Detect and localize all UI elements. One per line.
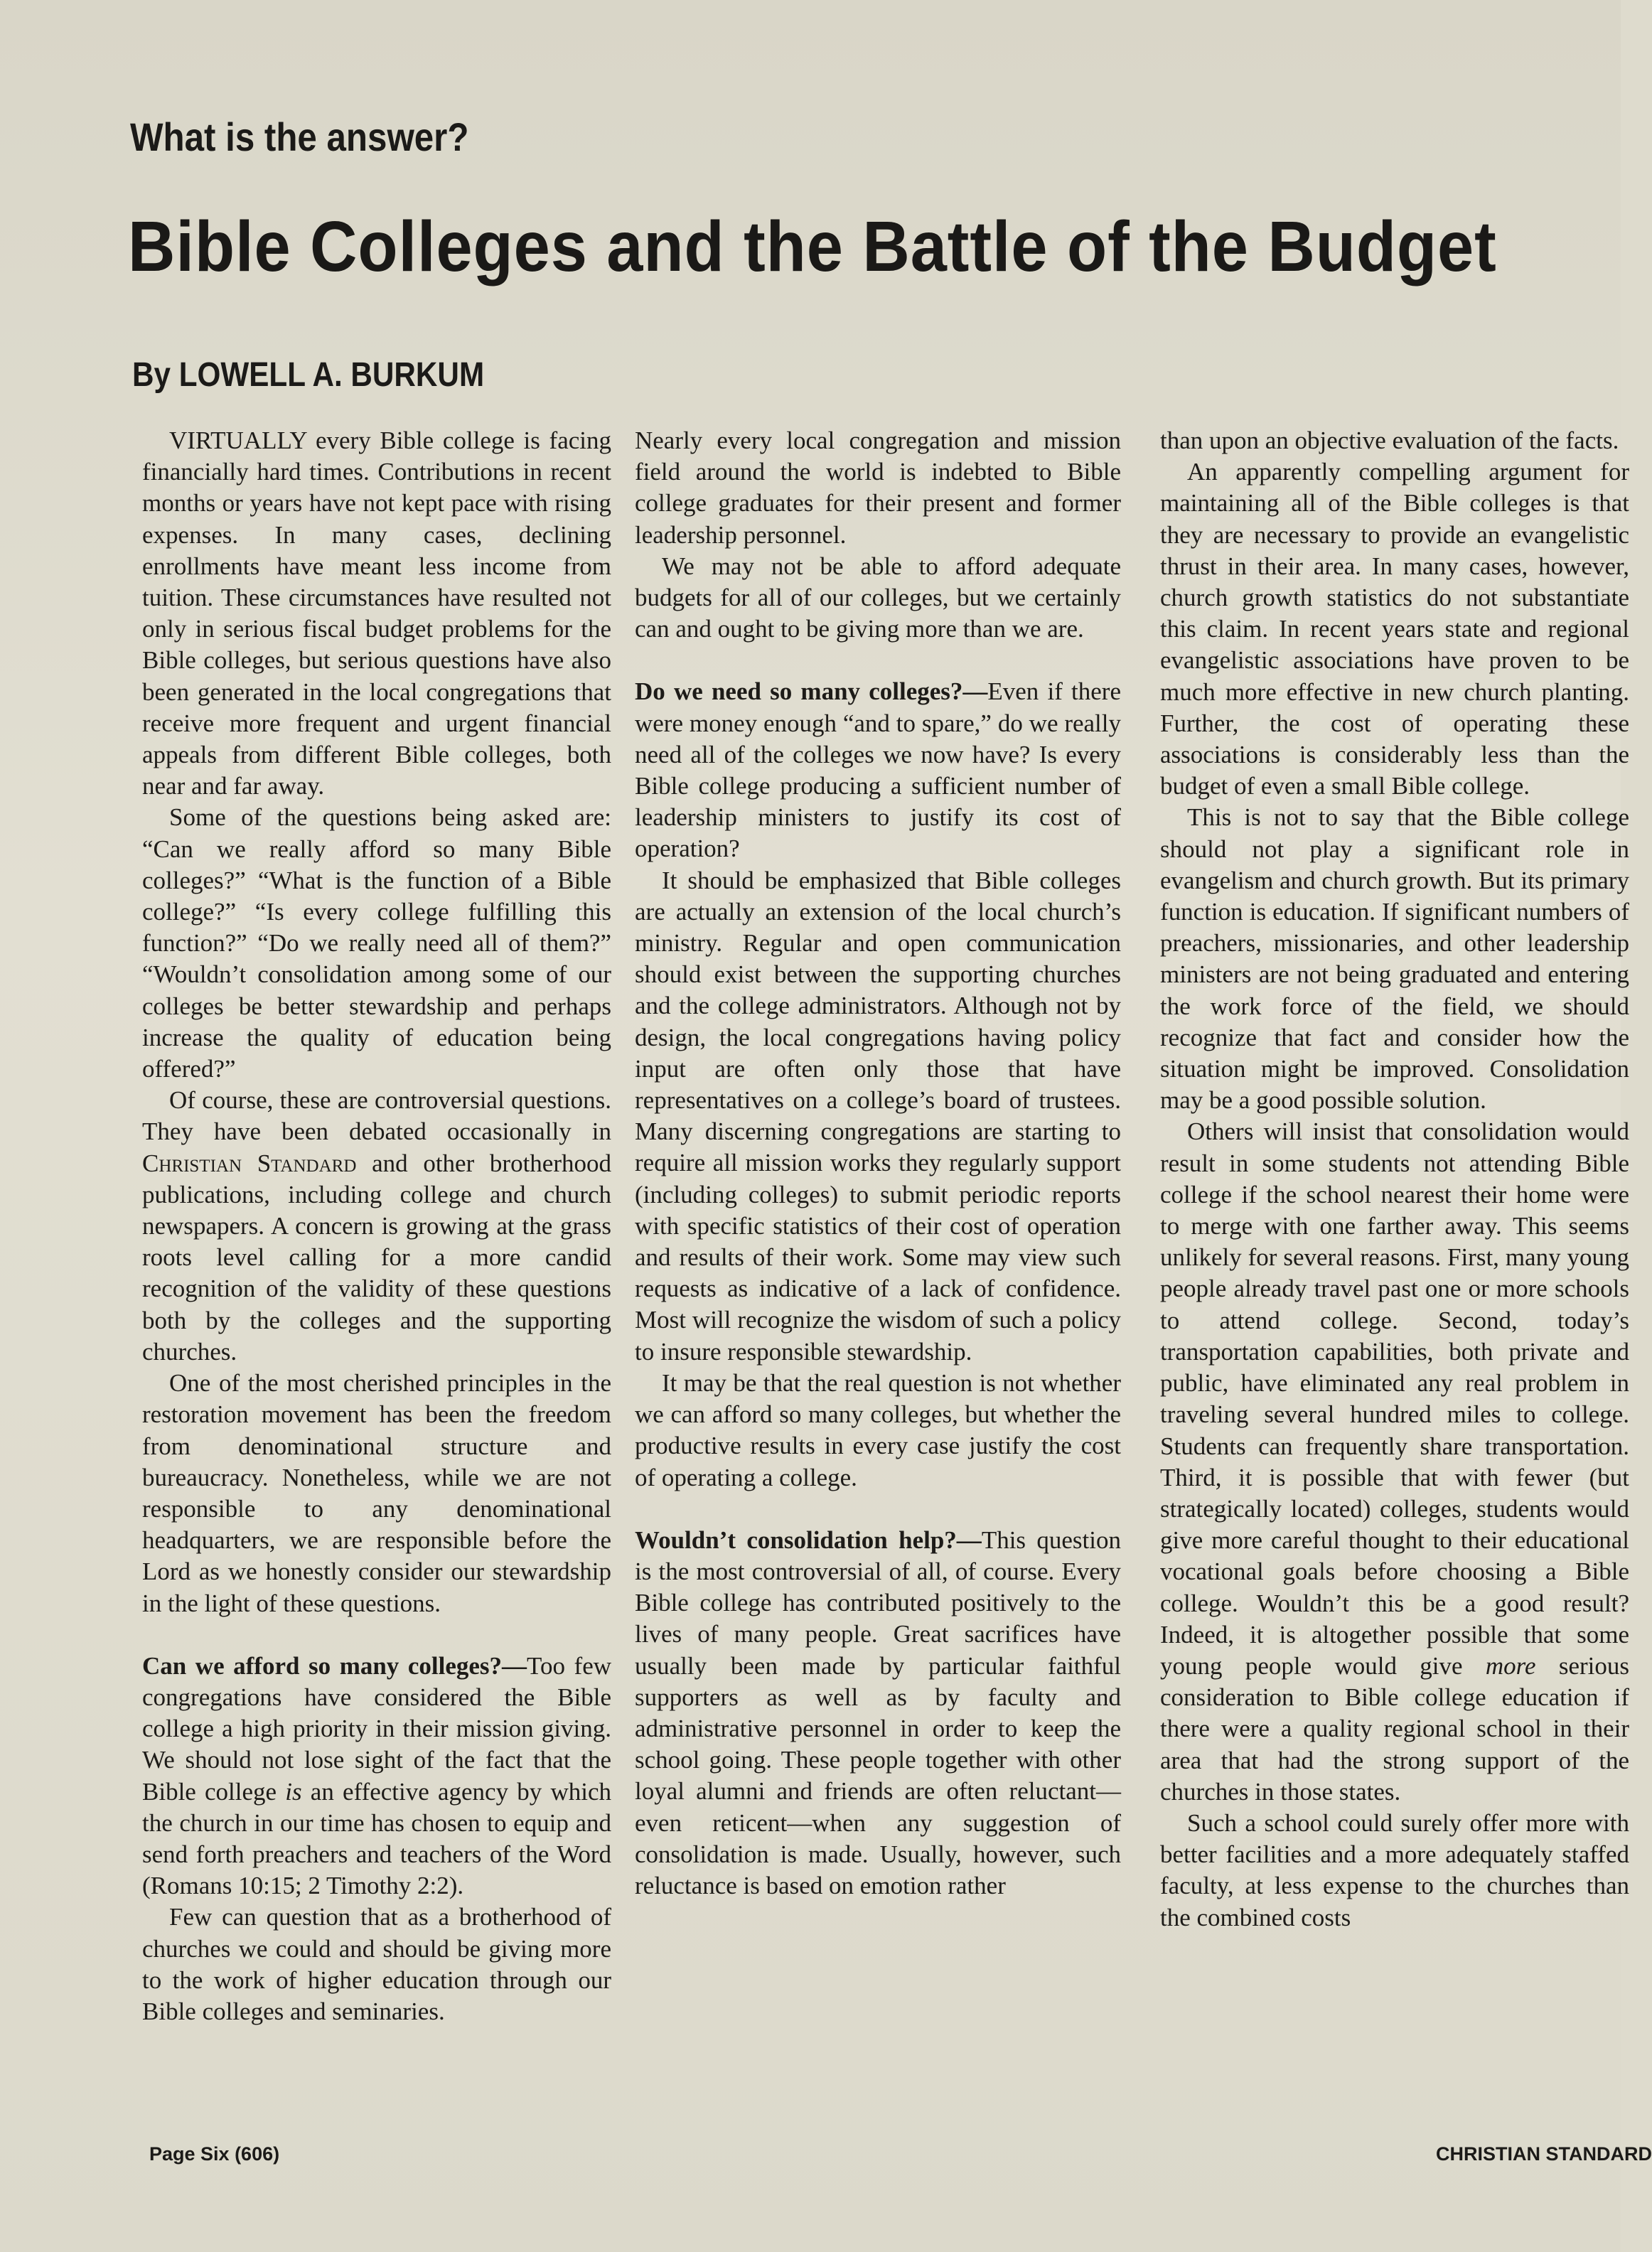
article-byline: By LOWELL A. BURKUM [132, 356, 485, 394]
article-title: Bible Colleges and the Battle of the Budget [128, 207, 1497, 286]
paragraph: Some of the questions being asked are: “Can we really afford so many Bible colleges?” “What is the function of a Bible college?” “Is every college fulfilling this function?” “Do we really need all of them?” “Wouldn’t consolidation among some of our colleges be better stewardship and perhaps increase the quality of education being offered?” [142, 803, 611, 1083]
publication-footer: CHRISTIAN STANDARD [1436, 2143, 1652, 2165]
paragraph: This is not to say that the Bible college should not play a significant role in evangelism and church growth. But its primary function is education. If significant numbers of preachers, missionaries, and other leadership ministers are not being graduated and entering the work force of the field, we should recognize that fact and consider how the situation might be improved. Consolidation may be a good possible solution. [1160, 803, 1629, 1115]
paragraph: It may be that the real question is not whether we can afford so many colleges, but whether the productive results in every case justify the cost of operating a college. [635, 1368, 1121, 1491]
paragraph: It should be emphasized that Bible colleges are actually an extension of the local church’s ministry. Regular and open communication should exist between the supporting churches and the college administrators. Although not by design, the local congregations having policy input are often only those that have representatives on a college’s board of trustees. Many discerning congregations are starting to require all mission works they regularly support (including colleges) to submit periodic reports with specific statistics of their cost of operation and results of their work. Some may view such requests as indicative of a lack of confidence. Most will recognize the wisdom of such a policy to insure responsible stewardship. [635, 866, 1121, 1366]
text-column-3 [1160, 425, 1629, 1934]
paragraph: VIRTUALLY every Bible college is facing financially hard times. Contributions in recent months or years have not kept pace with rising expenses. In many cases, declining enrollments have meant less income from tuition. These circumstances have resulted not only in serious fiscal budget problems for the Bible colleges, but serious questions have also been generated in the local congregations that receive more frequent and urgent financial appeals from different Bible colleges, both near and far away. [142, 427, 611, 800]
paragraph: Of course, these are controversial questions. They have been debated occasionally in Christian Standard and other brotherhood publications, including college and church newspapers. A concern is growing at the grass roots level calling for a more candid recognition of the validity of these questions both by the colleges and the supporting churches. [142, 1086, 611, 1366]
page-number: Page Six (606) [149, 2143, 280, 2165]
text-column-1 [142, 425, 611, 2027]
paragraph: than upon an objective evaluation of the facts. [1160, 427, 1619, 454]
paragraph: We may not be able to afford adequate budgets for all of our colleges, but we certainly can and ought to be giving more than we are. [635, 552, 1121, 643]
publication-name: Christian Standard [142, 1149, 357, 1177]
paragraph: Can we afford so many colleges?—Too few congregations have considered the Bible college a high priority in their mission giving. We should not lose sight of the fact that the Bible college is an effective agency by which the church in our time has chosen to equip and send forth preachers and teachers of the Word (Romans 10:15; 2 Timothy 2:2). [142, 1651, 612, 1900]
section-heading: Can we afford so many colleges?— [142, 1651, 527, 1680]
paragraph: Such a school could surely offer more with better facilities and a more adequately staffed faculty, at less expense to the churches than the combined costs [1160, 1808, 1629, 1931]
paragraph: Few can question that as a brotherhood of churches we could and should be giving more to the work of higher education through our Bible colleges and seminaries. [142, 1903, 611, 2025]
paragraph: Do we need so many colleges?—Even if there were money enough “and to spare,” do we really need all of the colleges we now have? Is every Bible college producing a sufficient number of leadership ministers to justify its cost of operation? [635, 677, 1121, 863]
section-heading: Do we need so many colleges?— [635, 677, 988, 706]
article-kicker: What is the answer? [130, 114, 469, 159]
paragraph: Others will insist that consolidation would result in some students not attending Bible college if the school nearest their home were to merge with one farther away. This seems unlikely for several reasons. First, many young people already travel past one or more schools to attend college. Second, today’s transportation capabilities, both private and public, have eliminated any real problem in traveling several hundred miles to college. Students can frequently share transportation. Third, it is possible that with fewer (but strategically located) colleges, students would give more careful thought to their educational vocational goals before choosing a Bible college. Wouldn’t this be a good result? Indeed, it is altogether possible that some young people would give more serious consideration to Bible college education if there were a quality regional school in their area that had the strong support of the churches in those states. [1160, 1117, 1629, 1806]
section-heading: Wouldn’t consolidation help?— [635, 1526, 982, 1554]
paragraph: Nearly every local congregation and mission field around the world is indebted to Bible college graduates for their present and former leadership personnel. [635, 427, 1121, 549]
paragraph: Wouldn’t consolidation help?—This question is the most controversial of all, of course. Every Bible college has contributed positively to the lives of many people. Great sacrifices have usually been made by particular faithful supporters as well as by faculty and administrative personnel in order to keep the school going. These people together with other loyal alumni and friends are often reluctant—even reticent—when any suggestion of consolidation is made. Usually, however, such reluctance is based on emotion rather [635, 1526, 1122, 1899]
text-column-2 [635, 425, 1121, 1902]
paragraph: One of the most cherished principles in the restoration movement has been the freedom from denominational structure and bureaucracy. Nonetheless, while we are not responsible to any denominational headquarters, we are responsible before the Lord as we honestly consider our stewardship in the light of these questions. [142, 1369, 611, 1617]
paragraph: An apparently compelling argument for maintaining all of the Bible colleges is that they are necessary to provide an evangelistic thrust in their area. In many cases, however, church growth statistics do not substantiate this claim. In recent years state and regional evangelistic associations have proven to be much more effective in new church planting. Further, the cost of operating these associations is considerably less than the budget of even a small Bible college. [1160, 458, 1629, 800]
